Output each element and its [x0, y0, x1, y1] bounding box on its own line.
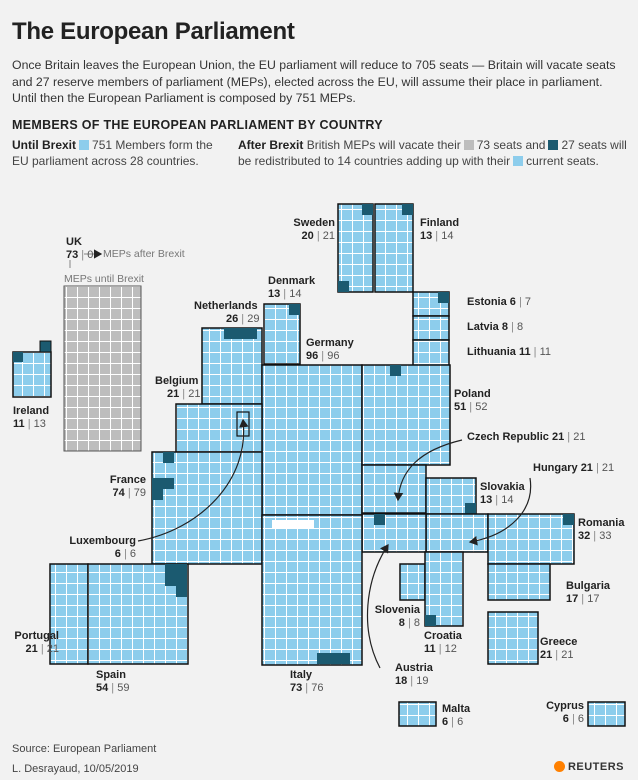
seats-now: 21 [25, 643, 38, 655]
label-finland: Finland 13 | 14 [420, 217, 460, 242]
country-name: UK [66, 236, 82, 248]
netherlands-block [202, 328, 262, 404]
hungary-block [426, 514, 488, 552]
spain-block [88, 564, 188, 664]
seats-after: 6 [457, 716, 464, 728]
seats-after: 12 [444, 643, 457, 655]
country-name: Malta [442, 703, 471, 715]
country-name: Sweden [293, 217, 335, 229]
italy-block [262, 515, 362, 665]
seats-now: 20 [301, 230, 314, 242]
romania-block [488, 514, 574, 564]
label-latvia: Latvia 8 | 8 [467, 321, 524, 333]
country-name: Netherlands [194, 300, 258, 312]
seats-after: 8 [516, 321, 524, 333]
sweden-block [338, 204, 373, 292]
label-malta: Malta 6 | 6 [442, 703, 471, 728]
legend-after-text-5: current seats. [526, 154, 599, 168]
seats-after: 96 [327, 350, 340, 362]
label-ireland: Ireland 11 | 13 [13, 405, 50, 430]
seats-after: 21 [46, 643, 59, 655]
uk-block [64, 286, 141, 451]
seats-after: 21 [561, 649, 574, 661]
seats-after: 79 [133, 487, 146, 499]
ireland-block [13, 341, 51, 397]
seats-after: 21 [573, 431, 586, 443]
bulgaria-block [488, 564, 550, 600]
uk-note-after: MEPs after Brexit [103, 248, 185, 260]
label-estonia: Estonia 6 | 7 [467, 296, 532, 308]
seats-after: 7 [524, 296, 532, 308]
baltic-blocks [413, 292, 449, 373]
denmark-block [264, 304, 300, 364]
seats-after: 21 [322, 230, 335, 242]
seats-after: 14 [501, 494, 514, 506]
seats-now: 96 [306, 350, 319, 362]
seats-after: 52 [475, 401, 488, 413]
label-slovenia: Slovenia 8 | 8 [368, 604, 420, 630]
seats-now: 8 [501, 321, 508, 333]
country-name: Bulgaria [566, 580, 611, 592]
seats-after: 21 [601, 462, 615, 474]
country-name: Lithuania [467, 346, 516, 358]
country-name: Poland [454, 388, 491, 400]
label-luxembourg: Luxembourg 6 | 6 [58, 535, 136, 561]
seats-after: 59 [117, 682, 130, 694]
label-greece: Greece 21 | 21 [540, 636, 578, 661]
source-note: Source: European Parliament [12, 743, 157, 755]
seats-after: 8 [413, 617, 420, 629]
seats-after: 21 [188, 388, 201, 400]
slovenia-block [400, 564, 425, 600]
seats-after: 29 [247, 313, 260, 325]
label-spain: Spain 54 | 59 [96, 669, 130, 694]
uk-note-until: MEPs until Brexit [64, 273, 144, 285]
label-cyprus: Cyprus 6 | 6 [534, 700, 584, 726]
legend-until-text-1: 751 Members form the [92, 138, 213, 152]
country-name: Austria [395, 662, 433, 674]
label-hungary: Hungary 21 | 21 [533, 462, 615, 474]
seats-now: 21 [580, 462, 593, 474]
label-belgium: Belgium 21 | 21 [155, 375, 201, 400]
logo-text: REUTERS [567, 761, 624, 773]
croatia-block [425, 552, 463, 626]
country-name: Greece [540, 636, 578, 648]
country-name: Cyprus [546, 700, 584, 712]
seats-after: 6 [129, 548, 136, 560]
label-romania: Romania 32 | 33 [578, 517, 625, 542]
czech-block [362, 465, 426, 513]
label-france: France 74 | 79 [100, 474, 146, 500]
intro-text: Once Britain leaves the European Union, the EU parliament will reduce to 705 seats — Britain will vacate seats and 27 reserve members of parliament (MEPs), elected across the EU, will assume their place in parliament. Until then the European Parliament is composed by 751 MEPs. [12, 58, 616, 105]
seats-after: 6 [577, 713, 584, 725]
cyprus-block [588, 702, 625, 726]
country-name: Latvia [467, 321, 499, 333]
page-title: The European Parliament [12, 18, 295, 45]
label-bulgaria: Bulgaria 17 | 17 [566, 580, 611, 605]
austria-block [362, 514, 426, 552]
seats-now: 73 [290, 682, 303, 694]
reuters-logo [554, 761, 624, 773]
country-name: Italy [290, 669, 313, 681]
label-croatia: Croatia 11 | 12 [424, 630, 462, 655]
seats-now: 54 [96, 682, 109, 694]
label-lithuania: Lithuania 11 | 11 [467, 346, 551, 358]
slovakia-block [426, 478, 476, 514]
section-heading: MEMBERS OF THE EUROPEAN PARLIAMENT BY COUNTRY [12, 118, 383, 132]
seats-now: 26 [226, 313, 239, 325]
seats-after: 19 [416, 675, 429, 687]
seats-after: 13 [33, 418, 46, 430]
country-name: Croatia [424, 630, 462, 642]
country-name: Luxembourg [69, 535, 136, 547]
seats-now: 6 [442, 716, 449, 728]
seats-now: 11 [424, 643, 436, 655]
country-name: Denmark [268, 275, 316, 287]
credit-note: L. Desrayaud, 10/05/2019 [12, 763, 139, 775]
country-name: Hungary [533, 462, 578, 474]
seats-now: 74 [112, 487, 125, 499]
country-name: Romania [578, 517, 625, 529]
label-netherlands: Netherlands 26 | 29 [194, 300, 260, 325]
label-austria: Austria 18 | 19 [395, 662, 433, 687]
seats-now: 21 [551, 431, 565, 443]
seats-now: 8 [398, 617, 405, 629]
country-name: Czech Republic [467, 431, 549, 443]
label-uk: UK 73 | 0 [66, 236, 94, 261]
malta-block [399, 702, 436, 726]
legend-after-text-4: be redistributed to 14 countries adding up with their [238, 154, 511, 168]
country-name: Ireland [13, 405, 50, 417]
seats-now: 13 [420, 230, 433, 242]
legend-after-title: After Brexit [238, 138, 304, 152]
seats-after: 14 [289, 288, 302, 300]
label-poland: Poland 51 | 52 [454, 388, 491, 413]
legend-after-text-2: 73 seats and [476, 138, 546, 152]
country-name: Belgium [155, 375, 199, 387]
seats-after: 0 [87, 249, 94, 261]
seats-now: 13 [480, 494, 493, 506]
germany-block [262, 365, 362, 515]
country-name: Spain [96, 669, 126, 681]
seats-now: 6 [509, 296, 516, 308]
seats-now: 11 [13, 418, 25, 430]
poland-block [362, 365, 450, 465]
country-name: Slovakia [480, 481, 525, 493]
legend-after-text-3: 27 seats will [561, 138, 627, 152]
seats-now: 17 [566, 593, 579, 605]
seats-now: 21 [540, 649, 553, 661]
seats-now: 18 [395, 675, 408, 687]
legend-after-text-1: British MEPs will vacate their [306, 138, 461, 152]
country-name: Estonia [467, 296, 507, 308]
label-germany: Germany 96 | 96 [306, 337, 354, 362]
seats-after: 76 [311, 682, 324, 694]
legend-until-text-2: EU parliament across 28 countries. [12, 154, 199, 168]
greece-block [488, 612, 538, 664]
seats-now: 13 [268, 288, 281, 300]
legend-until-title: Until Brexit [12, 138, 77, 152]
country-name: Portugal [14, 630, 59, 642]
seats-after: 17 [587, 593, 600, 605]
logo-mark-icon [554, 761, 565, 772]
seats-now: 6 [114, 548, 121, 560]
country-name: Slovenia [374, 604, 420, 616]
seats-now: 51 [454, 401, 467, 413]
seats-now: 73 [66, 249, 79, 261]
finland-block [375, 204, 413, 292]
seats-now: 11 [518, 346, 531, 358]
label-sweden: Sweden 20 | 21 [280, 217, 335, 243]
seats-now: 6 [562, 713, 569, 725]
seats-now: 21 [167, 388, 180, 400]
country-name: Finland [420, 217, 460, 229]
seats-after: 33 [599, 530, 612, 542]
country-name: France [109, 474, 146, 486]
seats-now: 32 [578, 530, 591, 542]
seats-after: 14 [441, 230, 454, 242]
label-italy: Italy 73 | 76 [290, 669, 324, 694]
country-name: Germany [306, 337, 354, 349]
label-czech-republic: Czech Republic 21 | 21 [467, 431, 586, 443]
seats-after: 11 [539, 346, 551, 358]
label-portugal: Portugal 21 | 21 [5, 630, 59, 656]
label-slovakia: Slovakia 13 | 14 [480, 481, 525, 506]
label-denmark: Denmark 13 | 14 [268, 275, 316, 300]
